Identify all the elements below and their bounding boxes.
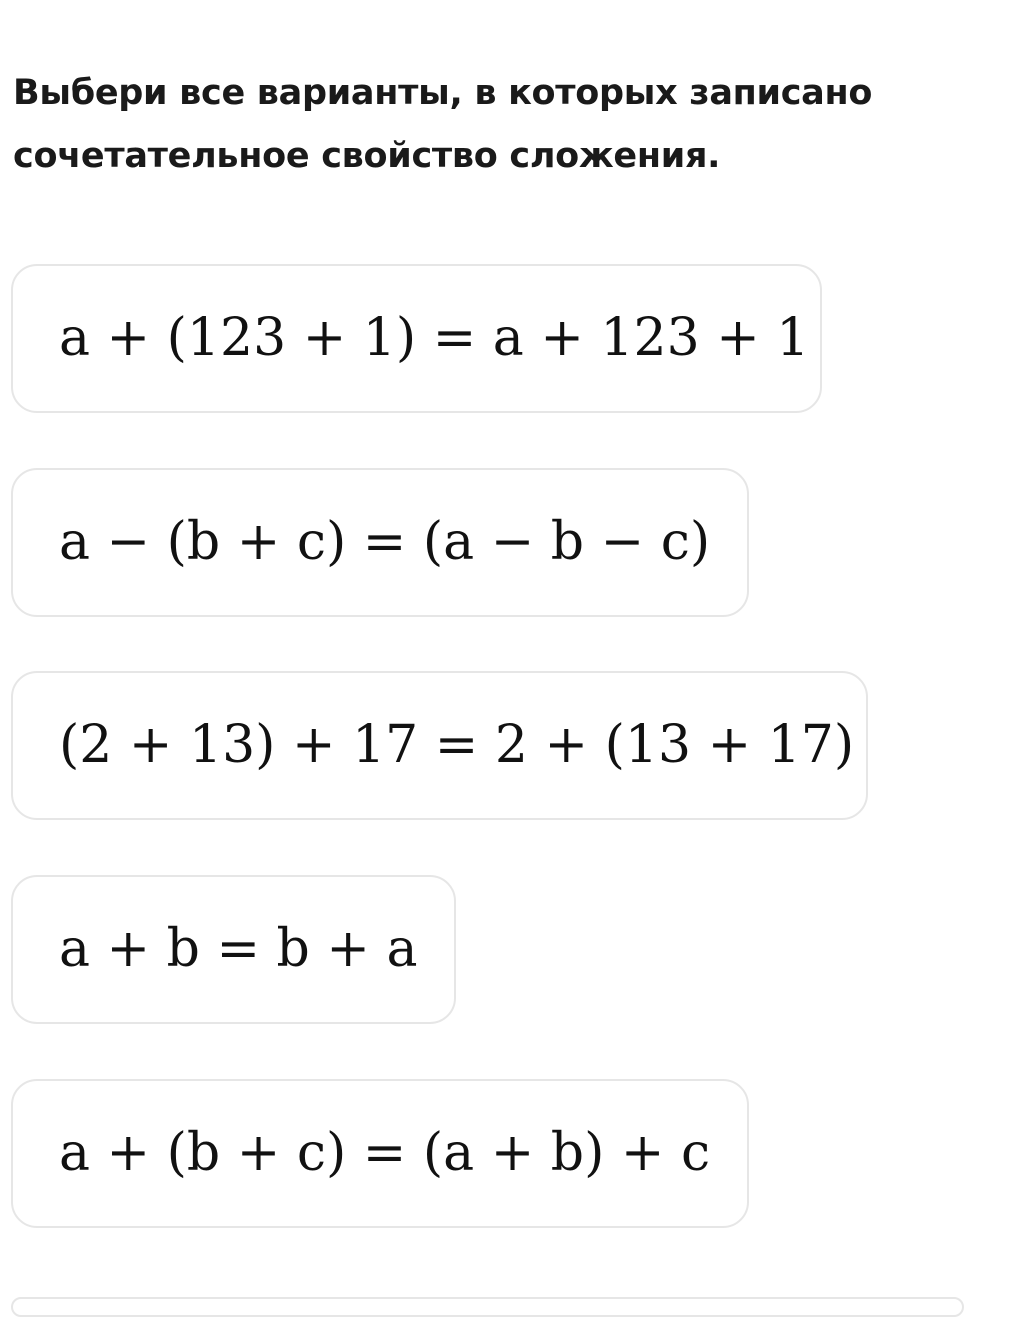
answer-option-6-partial[interactable] — [11, 1297, 964, 1317]
option-label: (2 + 13) + 17 = 2 + (13 + 17) — [59, 715, 855, 775]
question-text: Выбери все варианты, в которых записано сочетательное свойство сложения. — [13, 73, 873, 176]
answer-option-3[interactable] — [11, 671, 868, 820]
answer-option-1[interactable] — [11, 264, 822, 413]
answer-option-2[interactable] — [11, 468, 749, 617]
answer-option-5[interactable] — [11, 1079, 749, 1228]
option-label: a + (123 + 1) = a + 123 + 1 — [59, 308, 810, 368]
answer-option-4[interactable] — [11, 875, 456, 1024]
option-label: a − (b + c) = (a − b − c) — [59, 512, 711, 572]
option-label: a + (b + c) = (a + b) + c — [59, 1123, 711, 1183]
option-label: a + b = b + a — [59, 919, 418, 979]
